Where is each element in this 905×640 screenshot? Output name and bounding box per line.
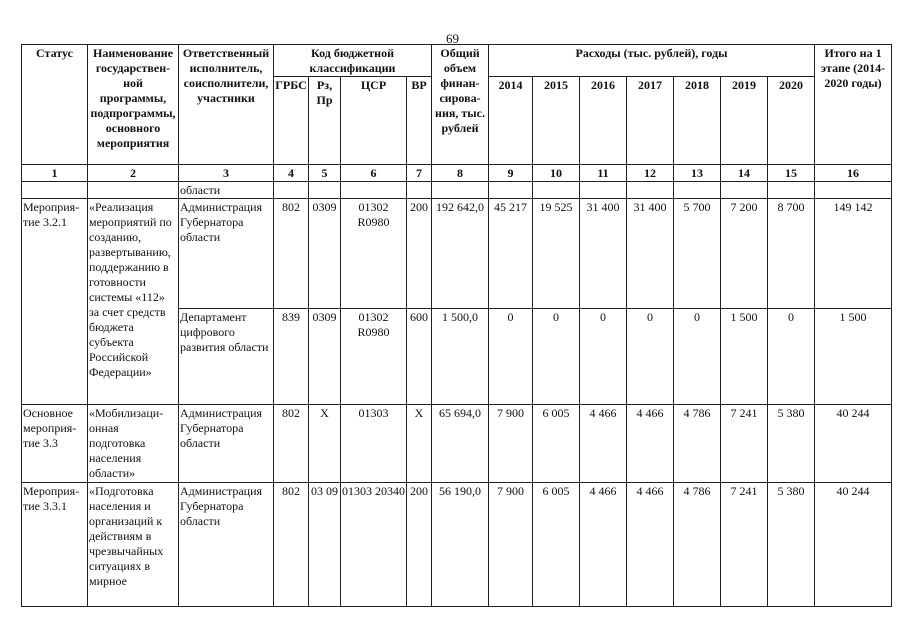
header-year: 2020 (768, 77, 815, 165)
cell-rzpr: 03 09 (309, 483, 341, 607)
cell-year: 0 (533, 309, 580, 405)
cell-year: 19 525 (533, 199, 580, 309)
cell-year: 8 700 (768, 199, 815, 309)
cell-vr: 200 (407, 483, 432, 607)
cell-year: 31 400 (627, 199, 674, 309)
cell-year: 45 217 (489, 199, 533, 309)
cell-grbs: 802 (274, 199, 309, 309)
header-responsible: Ответственный исполнитель, соисполнители, участники (179, 45, 274, 165)
header-year: 2016 (580, 77, 627, 165)
cell-year: 31 400 (580, 199, 627, 309)
header-year: 2015 (533, 77, 580, 165)
column-number: 11 (580, 165, 627, 182)
header-name: Наименование государствен-ной программы, подпрограммы, основного мероприятия (88, 45, 179, 165)
cell-total: 56 190,0 (432, 483, 489, 607)
column-number: 5 (309, 165, 341, 182)
cell-year: 4 466 (627, 405, 674, 483)
cell-grbs: 839 (274, 309, 309, 405)
cell-itogo: 40 244 (815, 483, 892, 607)
row-responsible: Администрация Губернатора области (179, 199, 274, 309)
cell-year: 4 466 (580, 483, 627, 607)
budget-table (21, 44, 892, 607)
cell-year: 5 380 (768, 405, 815, 483)
row-responsible: Администрация Губернатора области (179, 405, 274, 483)
header-rzpr: Рз, Пр (309, 77, 341, 165)
cell-grbs: 802 (274, 483, 309, 607)
header-expenses: Расходы (тыс. рублей), годы (489, 45, 815, 77)
cell-year: 4 786 (674, 405, 721, 483)
column-number: 9 (489, 165, 533, 182)
header-year: 2019 (721, 77, 768, 165)
cell-vr: 600 (407, 309, 432, 405)
cell-csr: 01302 R0980 (341, 309, 407, 405)
continuation-text: области (179, 182, 274, 199)
cell-year: 7 900 (489, 405, 533, 483)
table-row (22, 199, 892, 309)
cell-year: 6 005 (533, 483, 580, 607)
cell-year: 4 786 (674, 483, 721, 607)
row-name: «Реализация мероприятий по созданию, развертыванию, поддержанию в готовности системы «112» за счет средств бюджета субъекта Российской Федерации» (88, 199, 179, 405)
table-row (22, 405, 892, 483)
header-total: Общий объем финан-сирова-ния, тыс. рублей (432, 45, 489, 165)
row-status: Мероприя-тие 3.3.1 (22, 483, 88, 607)
column-number: 4 (274, 165, 309, 182)
cell-vr: Х (407, 405, 432, 483)
column-number: 15 (768, 165, 815, 182)
header-year: 2014 (489, 77, 533, 165)
cell-year: 7 200 (721, 199, 768, 309)
cell-total: 1 500,0 (432, 309, 489, 405)
header-itogo: Итого на 1 этапе (2014-2020 годы) (815, 45, 892, 165)
cell-rzpr: Х (309, 405, 341, 483)
cell-rzpr: 0309 (309, 309, 341, 405)
column-number: 13 (674, 165, 721, 182)
cell-year: 0 (580, 309, 627, 405)
cell-rzpr: 0309 (309, 199, 341, 309)
column-number: 14 (721, 165, 768, 182)
row-responsible: Департамент цифрового развития области (179, 309, 274, 405)
cell-year: 4 466 (580, 405, 627, 483)
cell-year: 5 700 (674, 199, 721, 309)
cell-year: 5 380 (768, 483, 815, 607)
cell-itogo: 1 500 (815, 309, 892, 405)
cell-year: 0 (674, 309, 721, 405)
column-number: 3 (179, 165, 274, 182)
cell-itogo: 40 244 (815, 405, 892, 483)
column-number: 1 (22, 165, 88, 182)
cell-year: 0 (627, 309, 674, 405)
row-name: «Мобилизаци-онная подготовка населения области» (88, 405, 179, 483)
cell-year: 0 (489, 309, 533, 405)
cell-total: 65 694,0 (432, 405, 489, 483)
header-vr: ВР (407, 77, 432, 165)
cell-year: 7 241 (721, 405, 768, 483)
column-number: 6 (341, 165, 407, 182)
column-number: 16 (815, 165, 892, 182)
header-budget-code: Код бюджетной классификации (274, 45, 432, 77)
column-number: 7 (407, 165, 432, 182)
row-status: Основное мероприя-тие 3.3 (22, 405, 88, 483)
header-status: Статус (22, 45, 88, 165)
column-number: 12 (627, 165, 674, 182)
cell-year: 1 500 (721, 309, 768, 405)
page-number: 69 (446, 31, 459, 46)
cell-grbs: 802 (274, 405, 309, 483)
cell-total: 192 642,0 (432, 199, 489, 309)
column-numbers-row (22, 165, 892, 182)
row-status: Мероприя-тие 3.2.1 (22, 199, 88, 405)
cell-year: 4 466 (627, 483, 674, 607)
continuation-row (22, 182, 892, 199)
column-number: 10 (533, 165, 580, 182)
cell-csr: 01303 (341, 405, 407, 483)
cell-csr: 01302 R0980 (341, 199, 407, 309)
cell-year: 6 005 (533, 405, 580, 483)
cell-year: 7 900 (489, 483, 533, 607)
cell-year: 7 241 (721, 483, 768, 607)
cell-vr: 200 (407, 199, 432, 309)
column-number: 2 (88, 165, 179, 182)
row-name: «Подготовка населения и организаций к действиям в чрезвычайных ситуациях в мирное (88, 483, 179, 607)
cell-itogo: 149 142 (815, 199, 892, 309)
header-year: 2017 (627, 77, 674, 165)
cell-year: 0 (768, 309, 815, 405)
table-row (22, 483, 892, 607)
row-responsible: Администрация Губернатора области (179, 483, 274, 607)
header-csr: ЦСР (341, 77, 407, 165)
column-number: 8 (432, 165, 489, 182)
header-grbs: ГРБС (274, 77, 309, 165)
header-year: 2018 (674, 77, 721, 165)
cell-csr: 01303 20340 (341, 483, 407, 607)
